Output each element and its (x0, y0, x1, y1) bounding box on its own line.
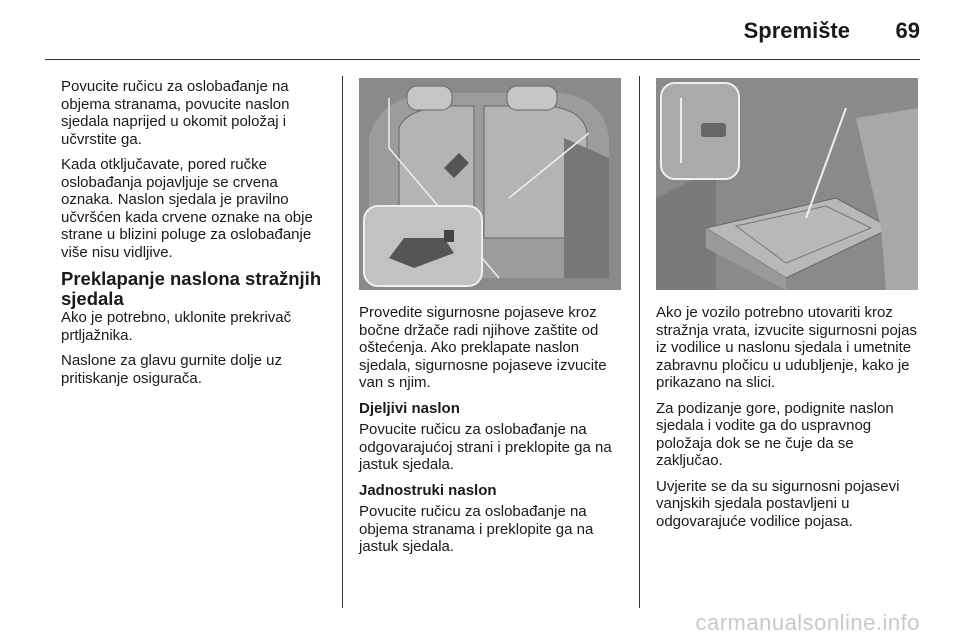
col2-paragraph-3: Povucite ručicu za oslobađanje na objema stranama i preklopite ga na jastuk sjedala. (359, 503, 594, 555)
page-number: 69 (895, 18, 920, 43)
folded-seat-illustration (656, 78, 918, 290)
header-divider (45, 59, 920, 60)
subheading-split-backrest: Djeljivi naslon (359, 399, 460, 417)
col1-paragraph-1: Povucite ručicu za oslobađanje na objema stranama, povucite naslon sjedala naprijed u okomit položaj i učvrstite ga. (61, 78, 290, 148)
col2-paragraph-2: Povucite ručicu za oslobađanje na odgovarajućoj strani i preklopite ga na jastuk sjedala. (359, 421, 612, 473)
col3-paragraph-3: Uvjerite se da su sigurnosni pojasevi vanjskih sjedala postavljeni u odgovarajuće vodilice pojasa. (656, 477, 900, 530)
column-divider-right (639, 76, 640, 608)
col1-paragraph-3: Ako je potrebno, uklonite prekrivač prtljažnika. (61, 309, 292, 344)
rear-seat-illustration (359, 78, 621, 290)
column-divider-left (342, 76, 343, 608)
page-header (0, 0, 960, 60)
section-heading: Preklapanje naslona stražnjih sjedala (61, 268, 322, 309)
subheading-single-backrest: Jadnostruki naslon (359, 481, 497, 499)
column-2 (359, 78, 627, 564)
col2-paragraph-1: Provedite sigurnosne pojaseve kroz bočne držače radi njihove zaštite od oštećenja. Ako preklapate naslon sjedala, sigurnosne pojaseve izvucite van s njim. (359, 304, 607, 391)
col1-paragraph-4: Naslone za glavu gurnite dolje uz pritiskanje osigurača. (61, 352, 282, 387)
column-3 (656, 78, 924, 538)
column-1 (61, 78, 331, 395)
col1-paragraph-2: Kada otključavate, pored ručke oslobađanja pojavljuje se crvena oznaka. Naslon sjedala je pravilno učvršćen kada crvene oznake na obje strane u blizini poluge za oslobađanje više nisu vidljive. (61, 156, 313, 261)
col3-paragraph-1: Ako je vozilo potrebno utovariti kroz stražnja vrata, izvucite sigurnosni pojas iz vodilice u naslonu sjedala i umetnite zabravnu pločicu u udubljenje, kako je prikazano na slici. (656, 304, 917, 391)
page-title: Spremište (743, 18, 850, 43)
watermark: carmanualsonline.info (695, 610, 920, 635)
col3-paragraph-2: Za podizanje gore, podignite naslon sjedala i vodite ga do uspravnog položaja dok se ne čuje da se zaključao. (656, 399, 894, 469)
